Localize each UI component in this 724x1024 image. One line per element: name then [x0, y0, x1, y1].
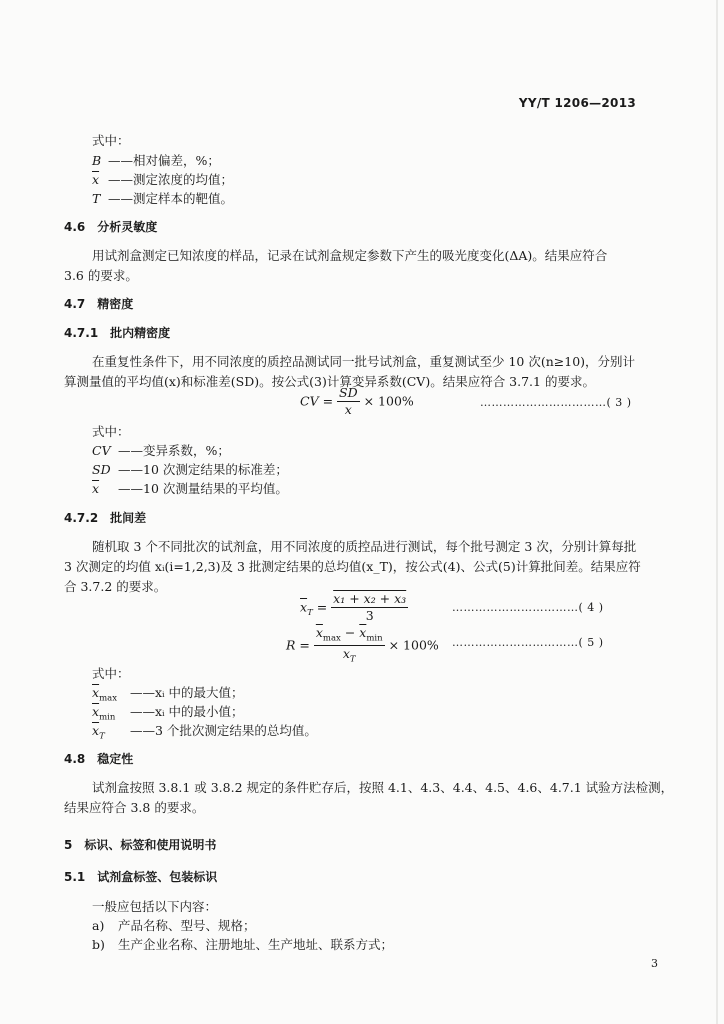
section-title: 试剂盒标签、包装标识	[97, 870, 218, 884]
paragraph-line: 用试剂盒测定已知浓度的样品，记录在试剂盒规定参数下产生的吸光度变化(ΔA)。结果应符合	[92, 248, 608, 263]
where-item-text: ——相对偏差，%；	[108, 153, 220, 168]
section-title: 稳定性	[97, 752, 134, 766]
where-item	[92, 479, 288, 497]
x-bar: $\overline{x}$	[342, 646, 350, 662]
where-item-text: ——3 个批次测定结果的总均值。	[130, 723, 317, 738]
section-number: 5.1	[64, 870, 86, 884]
where-item	[92, 441, 230, 459]
section-heading-4-7-1	[64, 324, 170, 341]
section-number: 4.6	[64, 220, 86, 234]
where-item-text: ——xᵢ 中的最小值；	[130, 704, 244, 719]
subscript-max: max	[99, 693, 117, 704]
list-item-text: 生产企业名称、注册地址、生产地址、联系方式；	[118, 937, 394, 952]
section-heading-4-8	[64, 750, 133, 767]
subscript-max: max	[322, 633, 341, 644]
section-title: 分析灵敏度	[97, 220, 158, 234]
symbol-x-bar: $\overline{x}$	[92, 481, 100, 496]
formula-fraction	[314, 626, 385, 666]
symbol-x-bar: $\overline{x}$	[92, 685, 100, 700]
formula-lhs-subscript: T	[307, 607, 313, 618]
formula-numerator	[314, 626, 385, 646]
formula-lhs: CV =	[300, 393, 334, 409]
list-item-text: 产品名称、型号、规格；	[118, 918, 256, 933]
paragraph-line: 合 3.7.2 的要求。	[64, 579, 167, 594]
section-number: 4.7.1	[64, 326, 99, 340]
section-heading-4-7	[64, 295, 133, 312]
formula-4: $\overline{x}_T$ = $\frac{\text{x₁ + x₂ + x₃}}{3}$	[300, 591, 407, 624]
section-heading-5	[64, 836, 216, 853]
formula-5	[286, 626, 439, 666]
section-heading-4-6	[64, 218, 157, 235]
where-item-text: ——测定样本的靶值。	[108, 191, 234, 206]
list-item	[92, 935, 393, 953]
formula-fraction	[331, 592, 408, 624]
subscript-t: T	[99, 731, 105, 742]
where-item-text: ——10 次测定结果的标准差；	[118, 462, 288, 477]
formula-lhs: R =	[286, 637, 310, 653]
x-bar: $\overline{x}$	[315, 625, 323, 640]
symbol-x-bar: $\overline{x}$	[92, 704, 100, 719]
page-number: 3	[651, 957, 658, 970]
section-heading-5-1	[64, 868, 217, 885]
where-intro: 式中：	[92, 666, 130, 681]
where-item-text: ——测定浓度的均值；	[108, 172, 234, 187]
section-number: 5	[64, 838, 73, 852]
standard-number: YY/T 1206—2013	[518, 96, 636, 110]
where-item	[92, 721, 317, 742]
symbol-t: T	[92, 191, 101, 206]
symbol-cv: CV	[92, 443, 111, 458]
section-title: 批内精密度	[110, 326, 171, 340]
section-title: 精密度	[97, 297, 134, 311]
where-item-text: ——10 次测量结果的平均值。	[118, 481, 288, 496]
where-item	[92, 683, 244, 704]
equation-number: ……………………………( 4 )	[452, 601, 604, 614]
list-marker: b)	[92, 937, 105, 952]
section-number: 4.7.2	[64, 511, 99, 525]
equation-number: ……………………………( 3 )	[480, 396, 632, 409]
list-marker: a)	[92, 918, 105, 933]
formula-rhs: × 100%	[388, 637, 439, 653]
symbol-x-bar: $\overline{x}$	[92, 172, 100, 187]
paragraph-line: 随机取 3 个不同批次的试剂盒，用不同浓度的质控品进行测试，每个批号测定 3 次，分别计算每批	[92, 539, 637, 554]
equation-number: ……………………………( 5 )	[452, 636, 604, 649]
formula-denominator: 3	[365, 608, 374, 624]
formula-numerator: x₁ + x₂ + x₃	[331, 592, 408, 608]
symbol-x-bar: $\overline{x}$	[92, 723, 100, 738]
section-number: 4.7	[64, 297, 86, 311]
where-item	[92, 170, 233, 188]
formula-denominator: x	[344, 402, 352, 418]
paragraph-line: 在重复性条件下，用不同浓度的质控品测试同一批号试剂盒，重复测试至少 10 次(n≥10)，分别计	[92, 354, 636, 369]
subscript-t: T	[349, 654, 356, 665]
where-item	[92, 189, 233, 207]
where-item	[92, 151, 220, 169]
paragraph-line: 3.6 的要求。	[64, 268, 138, 283]
paragraph-line: 算测量值的平均值(x)和标准差(SD)。按公式(3)计算变异系数(CV)。结果应符合 3.7.1 的要求。	[64, 374, 595, 389]
where-item	[92, 702, 244, 723]
where-intro: 式中：	[92, 133, 130, 148]
section-heading-4-7-2	[64, 509, 146, 526]
formula-3	[300, 386, 414, 418]
formula-fraction	[337, 386, 360, 418]
symbol-b: B	[92, 153, 102, 168]
paragraph-line: 3 次测定的均值 xᵢ(i=1,2,3)及 3 批测定结果的总均值(x_T)，按公式(4)、公式(5)计算批间差。结果应符	[64, 559, 641, 574]
section-title: 标识、标签和使用说明书	[84, 838, 217, 852]
where-item-text: ——变异系数，%；	[118, 443, 230, 458]
list-item	[92, 916, 256, 934]
formula-lhs: $\overline{x}$	[300, 599, 308, 615]
where-item	[92, 460, 288, 478]
formula-numerator: SD	[337, 386, 360, 402]
scan-edge	[716, 0, 718, 1024]
subscript-min: min	[99, 712, 116, 723]
paragraph-line: 结果应符合 3.8 的要求。	[64, 800, 205, 815]
paragraph-line: 试剂盒按照 3.8.1 或 3.8.2 规定的条件贮存后，按照 4.1、4.3、4.4、4.5、4.6、4.7.1 试验方法检测，	[92, 780, 674, 795]
section-number: 4.8	[64, 752, 86, 766]
where-intro: 式中：	[92, 424, 130, 439]
x-bar: $\overline{x}$	[359, 625, 367, 640]
formula-rhs: × 100%	[363, 393, 414, 409]
paragraph-line: 一般应包括以下内容：	[92, 899, 218, 914]
symbol-sd: SD	[92, 462, 111, 477]
minus-sign: −	[344, 625, 356, 640]
formula-denominator	[314, 646, 385, 665]
where-item-text: ——xᵢ 中的最大值；	[130, 685, 244, 700]
section-title: 批间差	[110, 511, 147, 525]
subscript-min: min	[366, 633, 383, 644]
